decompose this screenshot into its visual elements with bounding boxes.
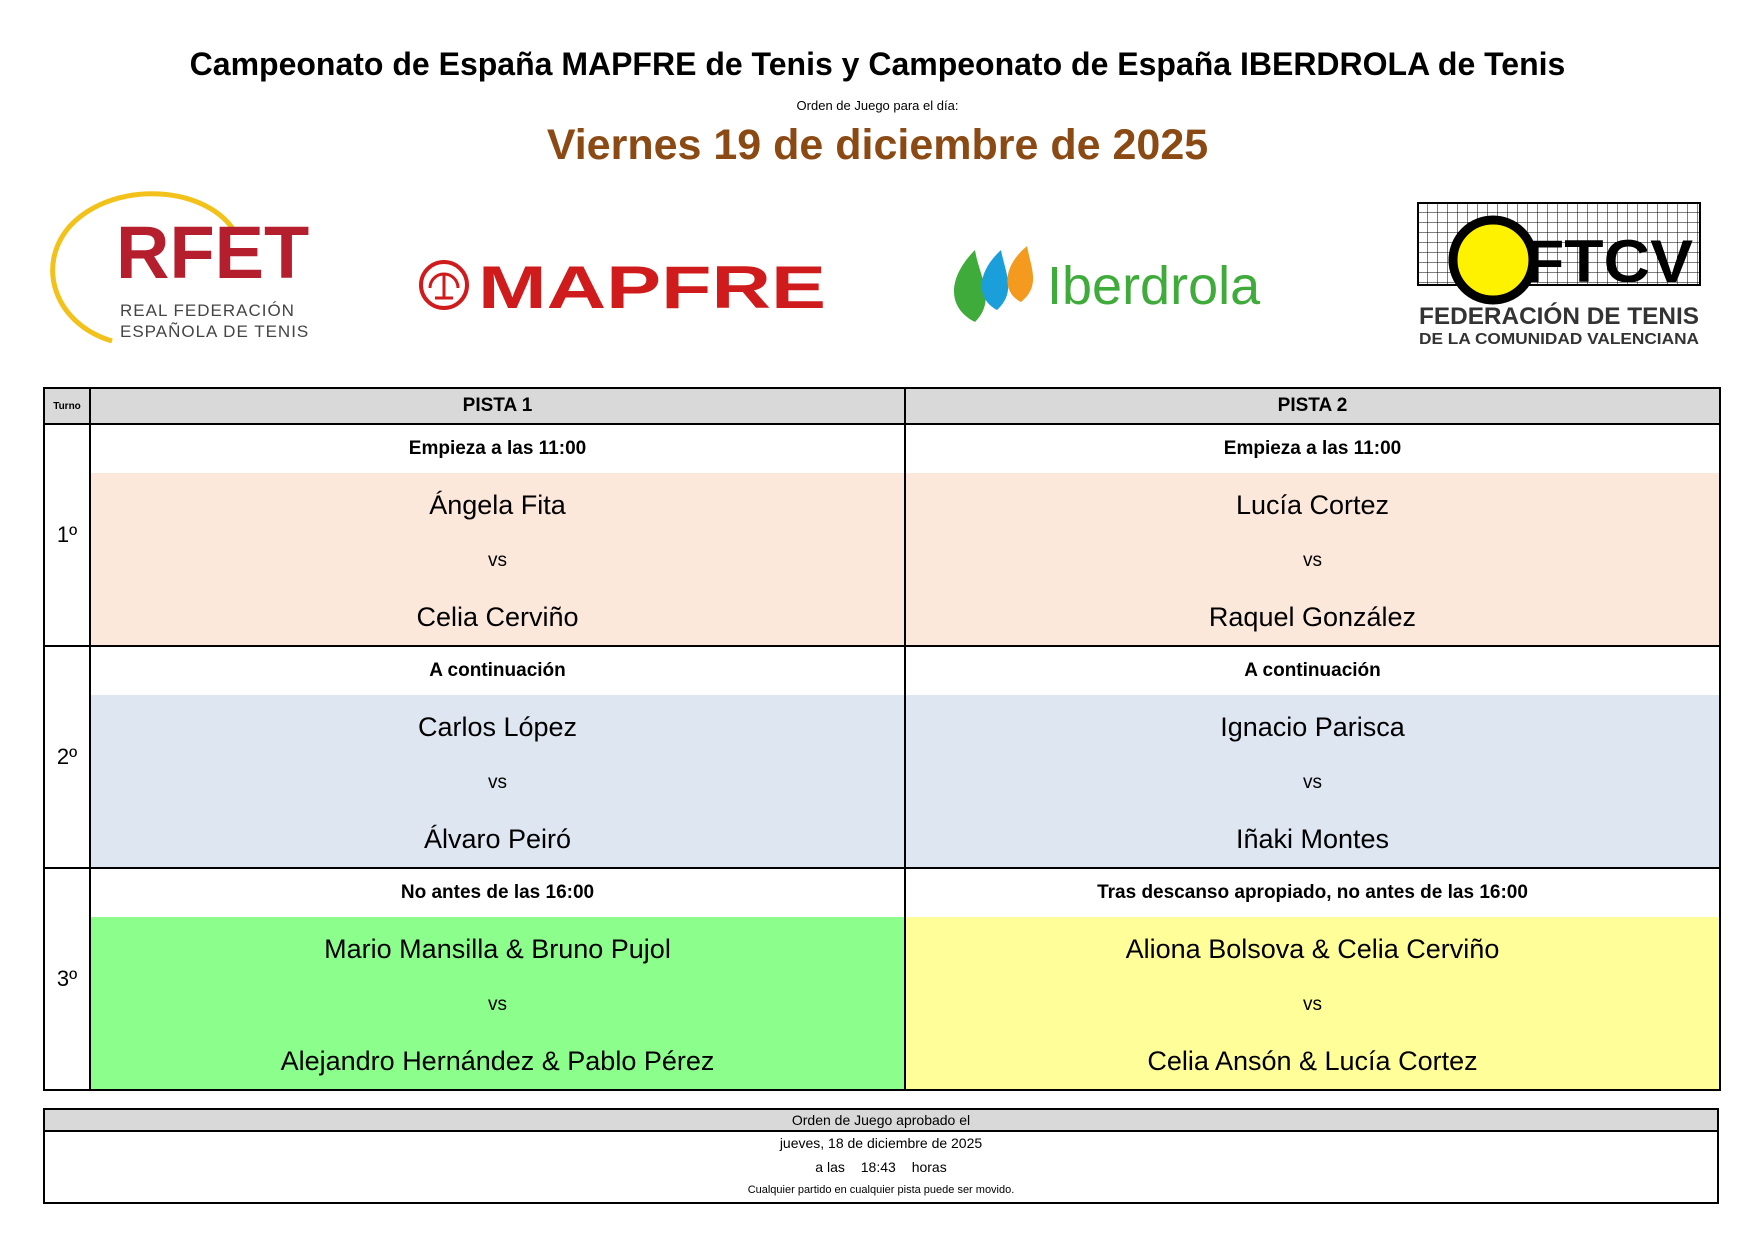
ftcv-acronym: FTCV <box>1525 228 1693 295</box>
vs-label: vs <box>488 994 507 1015</box>
iberdrola-wordmark: Iberdrola <box>1047 256 1261 316</box>
iberdrola-orange-leaf-icon <box>1007 246 1033 302</box>
match-cell-pista-2 <box>905 646 1720 868</box>
match-body <box>906 917 1719 1089</box>
tennis-ball-icon <box>1453 220 1533 300</box>
approval-time-suffix: horas <box>911 1159 947 1175</box>
vs-label: vs <box>1303 772 1322 793</box>
mapfre-wordmark: MAPFRE <box>478 258 826 314</box>
schedule-row <box>44 424 1720 646</box>
iberdrola-logo <box>945 240 1275 330</box>
match-body <box>91 695 904 867</box>
page-title: Campeonato de España MAPFRE de Tenis y Campeonato de España IBERDROLA de Tenis <box>189 46 1566 82</box>
approval-heading: Orden de Juego aprobado el <box>45 1110 1717 1132</box>
approval-note: Cualquier partido en cualquier pista puede ser movido. <box>747 1184 1015 1196</box>
schedule-row <box>44 868 1720 1090</box>
schedule-row <box>44 646 1720 868</box>
rfet-acronym: RFET <box>116 211 310 294</box>
iberdrola-green-leaf-icon <box>954 250 986 322</box>
match-cell-pista-2 <box>905 424 1720 646</box>
match-time: Empieza a las 11:00 <box>91 425 904 473</box>
player-2: Raquel González <box>1208 602 1417 632</box>
vs-label: vs <box>488 550 507 571</box>
ftcv-line2: DE LA COMUNIDAD VALENCIANA <box>1419 331 1700 348</box>
match-body <box>906 695 1719 867</box>
match-body <box>91 473 904 645</box>
ftcv-line1: FEDERACIÓN DE TENIS <box>1419 303 1696 330</box>
approval-time-prefix: a las <box>815 1159 845 1175</box>
match-cell-pista-1 <box>90 868 905 1090</box>
match-cell-pista-2 <box>905 868 1720 1090</box>
match-time: No antes de las 16:00 <box>91 869 904 917</box>
page-subtitle: Orden de Juego para el día: <box>796 98 959 113</box>
match-body <box>906 473 1719 645</box>
rfet-line2: ESPAÑOLA DE TENIS <box>120 322 310 341</box>
turno-header: Turno <box>44 388 90 424</box>
schedule-date: Viernes 19 de diciembre de 2025 <box>546 121 1209 169</box>
approval-time <box>45 1159 1717 1175</box>
schedule-table <box>43 387 1721 1091</box>
vs-label: vs <box>488 772 507 793</box>
approval-time-value: 18:43 <box>860 1159 896 1175</box>
match-time: A continuación <box>91 647 904 695</box>
mapfre-logo <box>418 258 828 314</box>
player-1: Carlos López <box>417 712 578 742</box>
match-time: Tras descanso apropiado, no antes de las 16:00 <box>906 869 1719 917</box>
player-1: Ignacio Parisca <box>1220 712 1405 742</box>
match-cell-pista-1 <box>90 424 905 646</box>
turn-number: 2º <box>44 646 90 868</box>
turn-number: 3º <box>44 868 90 1090</box>
player-2: Celia Ansón & Lucía Cortez <box>1147 1046 1478 1076</box>
approval-date: jueves, 18 de diciembre de 2025 <box>779 1135 983 1151</box>
player-1: Ángela Fita <box>429 490 566 520</box>
match-body <box>91 917 904 1089</box>
rfet-logo <box>40 186 320 346</box>
player-2: Alejandro Hernández & Pablo Pérez <box>280 1046 715 1076</box>
ftcv-logo <box>1417 202 1703 348</box>
vs-label: vs <box>1303 550 1322 571</box>
rfet-line1: REAL FEDERACIÓN <box>120 301 295 320</box>
match-cell-pista-1 <box>90 646 905 868</box>
player-1: Aliona Bolsova & Celia Cerviño <box>1125 934 1500 964</box>
vs-label: vs <box>1303 994 1322 1015</box>
match-time: Empieza a las 11:00 <box>906 425 1719 473</box>
turn-number: 1º <box>44 424 90 646</box>
approval-box <box>43 1108 1719 1204</box>
player-1: Lucía Cortez <box>1235 490 1390 520</box>
court-header-1: PISTA 1 <box>90 388 905 424</box>
iberdrola-blue-leaf-icon <box>982 250 1009 310</box>
player-1: Mario Mansilla & Bruno Pujol <box>324 934 671 964</box>
court-header-2: PISTA 2 <box>905 388 1720 424</box>
player-2: Álvaro Peiró <box>423 824 572 854</box>
player-2: Iñaki Montes <box>1235 824 1390 854</box>
player-2: Celia Cerviño <box>416 602 579 632</box>
match-time: A continuación <box>906 647 1719 695</box>
